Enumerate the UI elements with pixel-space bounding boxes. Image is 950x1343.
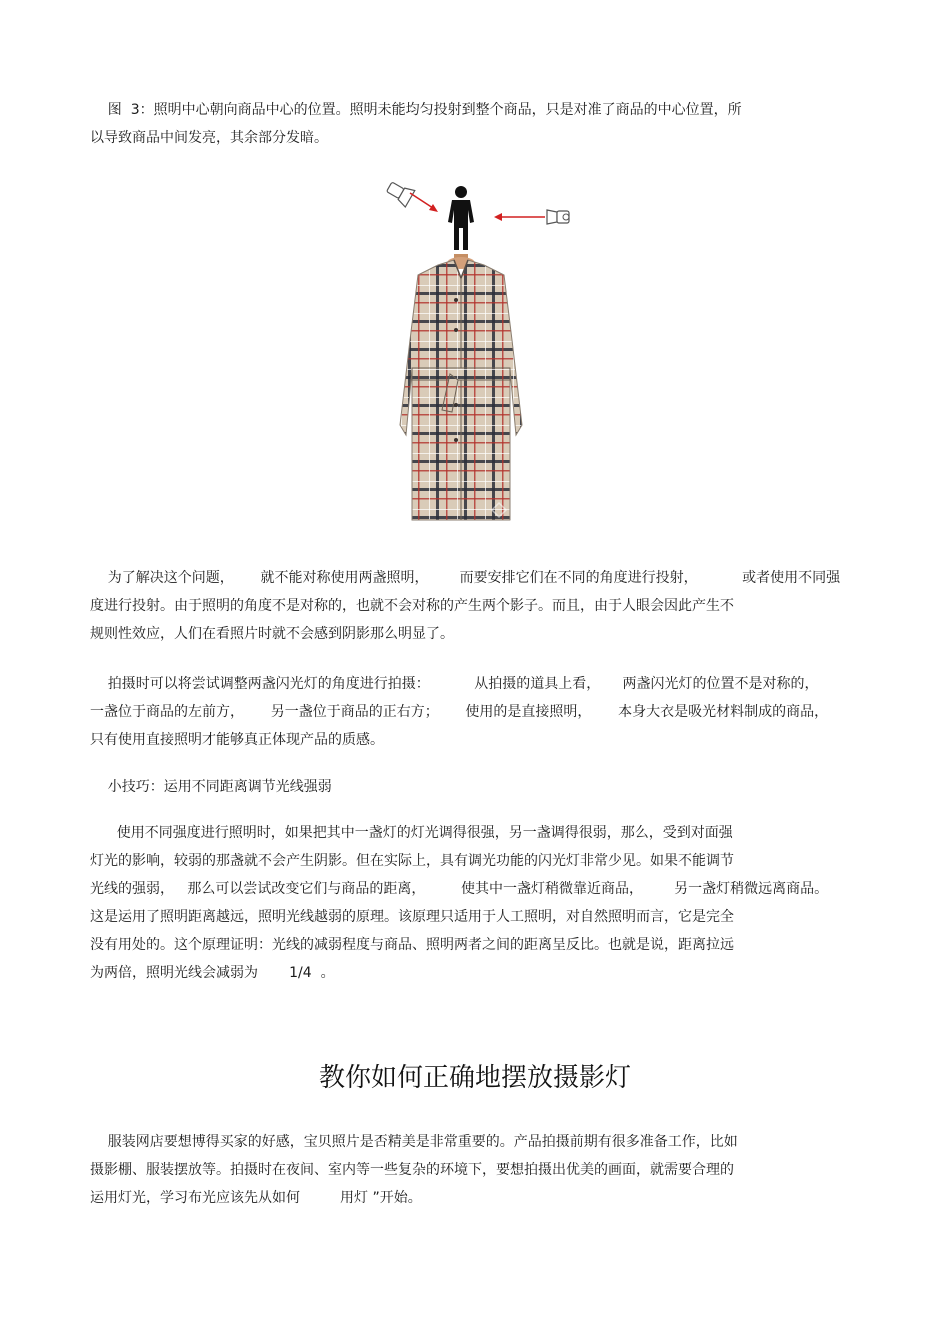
section-heading: 教你如何正确地摆放摄影灯: [318, 1063, 631, 1093]
lighting-diagram: [370, 170, 590, 535]
watermark-text: 一大把: [510, 503, 543, 516]
para3-line-1: 使用不同强度进行照明时，如果把其中一盏灯的灯光调得很强，另一盏调得很弱，那么，受到对面强: [90, 825, 733, 841]
para4-line-2: 摄影棚、服装摆放等。拍摄时在夜间、室内等一些复杂的环境下，要想拍摄出优美的画面，就需要合理的: [90, 1162, 734, 1178]
para3-line-3: 光线的强弱， 那么可以尝试改变它们与商品的距离， 使其中一盏灯稍微靠近商品， 另一盏灯稍微远离商品。: [90, 881, 829, 897]
para2-line-3: 只有使用直接照明才能够真正体现产品的质感。: [90, 732, 384, 748]
arrow-left-head: [429, 204, 438, 212]
para2-line-1: 拍摄时可以将尝试调整两盏闪光灯的角度进行拍摄： 从拍摄的道具上看， 两盏闪光灯的位置不是对称的，: [90, 676, 819, 692]
flash-lamp-right-icon: [547, 210, 569, 224]
lighting-figure: [370, 170, 590, 535]
para3-line-5: 没有用处的。这个原理证明：光线的减弱程度与商品、照明两者之间的距离呈反比。也就是说，距离拉远: [90, 937, 734, 953]
para3-line-6: 为两倍，照明光线会减弱为 1/4 。: [90, 965, 335, 981]
para1-line-1: 为了解决这个问题， 就不能对称使用两盏照明， 而要安排它们在不同的角度进行投射， 或者使用不同强: [90, 570, 841, 586]
para3-line-2: 灯光的影响，较弱的那盏就不会产生阴影。但在实际上，具有调光功能的闪光灯非常少见。如果不能调节: [90, 853, 734, 869]
person-icon: [448, 186, 474, 250]
caption-line-1: 图 3：照明中心朝向商品中心的位置。照明未能均匀投射到整个商品，只是对准了商品的中心位置，所: [90, 102, 742, 118]
para1-line-2: 度进行投射。由于照明的角度不是对称的，也就不会对称的产生两个影子。而且，由于人眼会因此产生不: [90, 598, 734, 614]
coat-image: [400, 260, 522, 520]
para4-line-3: 运用灯光，学习布光应该先从如何 用灯 ”开始。: [90, 1190, 422, 1206]
para2-line-2: 一盏位于商品的左前方， 另一盏位于商品的正右方； 使用的是直接照明， 本身大衣是吸光材料制成的商品，: [90, 704, 829, 720]
tip-label: 小技巧：运用不同距离调节光线强弱: [90, 779, 332, 795]
arrow-right-head: [494, 213, 502, 221]
watermark-sub: yidaba.com: [510, 518, 551, 526]
para4-line-1: 服装网店要想博得买家的好感，宝贝照片是否精美是非常重要的。产品拍摄前期有很多准备工作，比如: [90, 1134, 738, 1150]
para1-line-3: 规则性效应，人们在看照片时就不会感到阴影那么明显了。: [90, 626, 454, 642]
caption-line-2: 以导致商品中间发亮，其余部分发暗。: [90, 130, 328, 146]
para3-line-4: 这是运用了照明距离越远，照明光线越弱的原理。该原理只适用于人工照明，对自然照明而言，它是完全: [90, 909, 734, 925]
